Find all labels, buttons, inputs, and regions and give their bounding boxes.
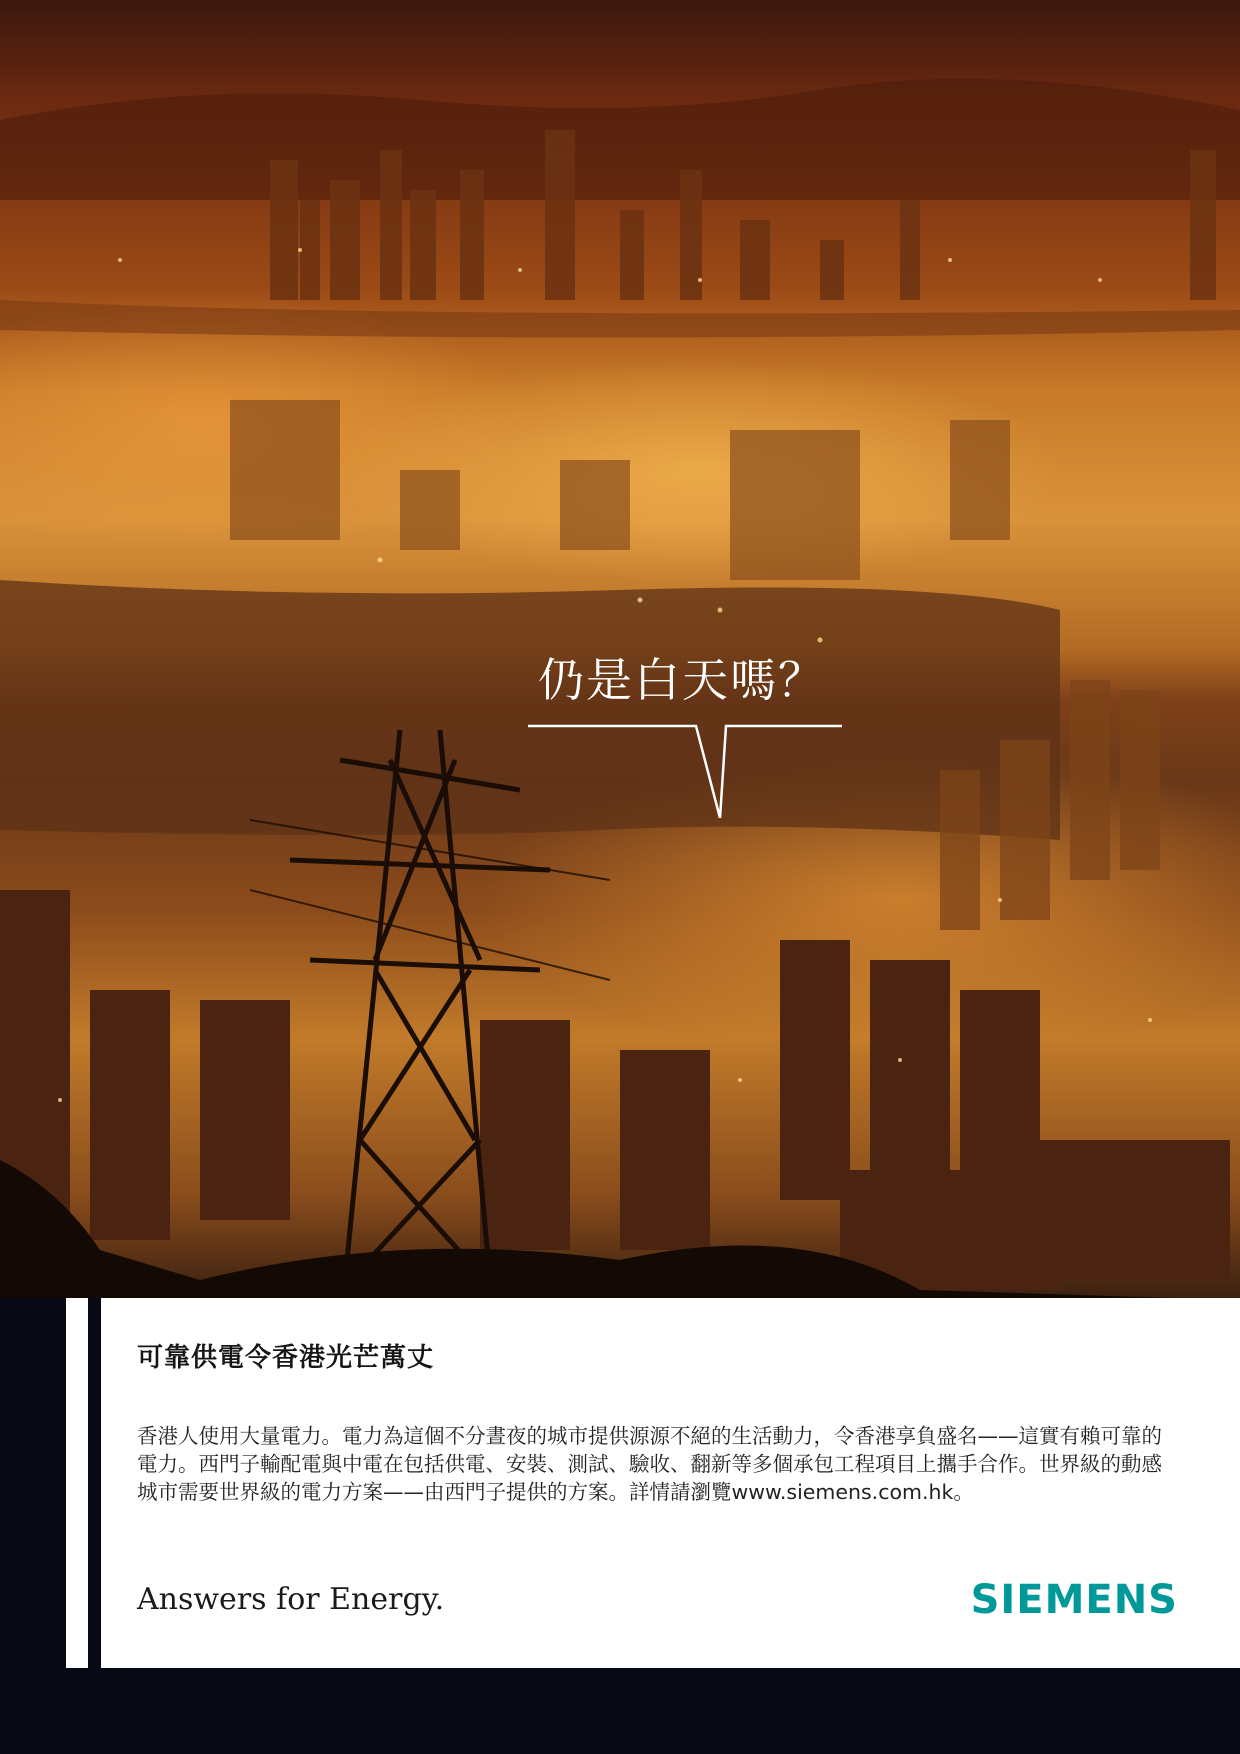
tagline: Answers for Energy. xyxy=(137,1582,445,1617)
panel-stripe xyxy=(66,1298,88,1668)
panel-body: 香港人使用大量電力。電力為這個不分晝夜的城市提供源源不絕的生活動力，令香港享負盛名——這實有賴可靠的電力。西門子輸配電與中電在包括供電、安裝、測試、驗收、翻新等多個承包工程項目上攜手合作。世界級的動感城市需要世界級的電力方案——由西門子提供的方案。詳情請瀏覽www.siemens.com.hk。 xyxy=(137,1424,1162,1504)
panel-title: 可靠供電令香港光芒萬丈 xyxy=(137,1343,435,1373)
siemens-logo: SIEMENS xyxy=(970,1577,1178,1623)
foreground-hill xyxy=(0,1160,1240,1298)
headline: 仍是白天嗎？ xyxy=(538,653,826,707)
